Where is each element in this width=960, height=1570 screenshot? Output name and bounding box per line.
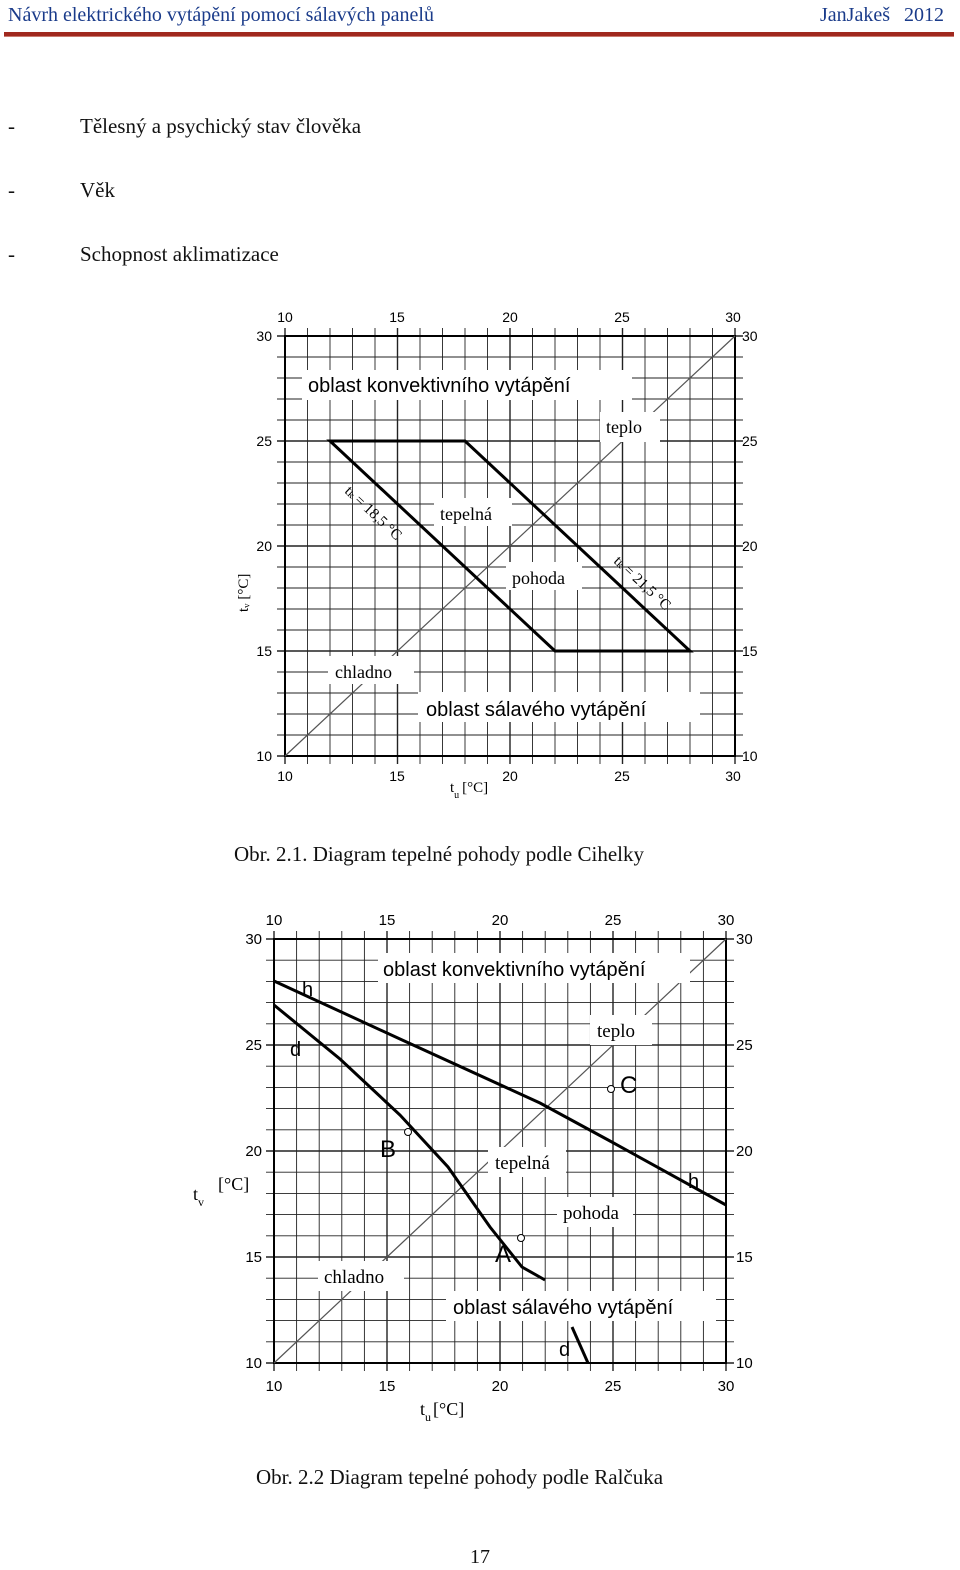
list-item	[8, 242, 279, 267]
tick-label: 15	[736, 1249, 753, 1266]
x-axis-label: $t_u$ [°C]	[420, 1399, 465, 1424]
tick-label: 30	[725, 768, 741, 784]
header-rule	[4, 32, 954, 37]
y-axis-label: $t_v[^\circ C]$	[193, 1174, 250, 1209]
tick-label: 20	[502, 309, 518, 325]
bottom-ticks	[266, 1378, 735, 1395]
header-title: Návrh elektrického vytápění pomocí sálavých panelů	[8, 3, 434, 26]
tick-label: 15	[245, 1249, 262, 1266]
figure-ralcuk-diagram	[190, 905, 770, 1435]
label-salave: oblast sálavého vytápění	[453, 1297, 674, 1319]
tick-label: 10	[277, 768, 293, 784]
label-b: B	[380, 1136, 397, 1163]
point-a	[518, 1235, 525, 1242]
figure-cihelka-diagram	[220, 300, 780, 810]
tick-label: 10	[256, 748, 272, 764]
tick-label: 10	[742, 748, 758, 764]
tick-label: 30	[245, 931, 262, 948]
right-ticks	[742, 328, 758, 764]
label-tepelna: tepelná	[495, 1153, 550, 1174]
header-year: 2012	[904, 3, 944, 26]
top-ticks	[266, 912, 735, 929]
tick-label: 15	[378, 1378, 396, 1395]
label-c: C	[620, 1072, 638, 1099]
header-meta	[820, 4, 944, 27]
tick-label: 20	[502, 768, 518, 784]
left-ticks	[245, 931, 262, 1372]
list-item	[8, 114, 361, 139]
list-dash: -	[8, 242, 15, 266]
tick-label: 30	[717, 1378, 735, 1395]
tick-label: 30	[742, 328, 758, 344]
bottom-ticks	[277, 768, 741, 784]
page-number: 17	[470, 1546, 490, 1568]
tick-label: 25	[256, 433, 272, 449]
label-h-top: h	[302, 979, 314, 1001]
y-axis-label: tᵥ [°C]	[236, 573, 252, 612]
tick-label: 25	[742, 433, 758, 449]
point-b	[405, 1129, 412, 1136]
list-text: Schopnost aklimatizace	[80, 242, 279, 266]
curve-d-lower	[572, 1327, 588, 1363]
tick-label: 20	[245, 1143, 262, 1160]
tick-label: 20	[742, 538, 758, 554]
label-tk-21-5: tₖ = 21,5 °C	[610, 553, 674, 614]
top-ticks	[277, 309, 741, 325]
label-teplo: teplo	[597, 1021, 635, 1042]
tick-label: 30	[725, 309, 741, 325]
left-ticks	[256, 328, 272, 764]
label-pohoda: pohoda	[563, 1203, 619, 1224]
tick-label: 20	[491, 912, 509, 929]
tick-label: 10	[265, 912, 283, 929]
label-teplo: teplo	[606, 417, 642, 437]
tick-label: 15	[742, 643, 758, 659]
list-dash: -	[8, 178, 15, 202]
tick-label: 30	[717, 912, 735, 929]
label-chladno: chladno	[335, 662, 392, 682]
figure-caption-2: Obr. 2.2 Diagram tepelné pohody podle Ralčuka	[256, 1465, 664, 1489]
tick-label: 25	[736, 1037, 753, 1054]
label-konvektivni: oblast konvektivního vytápění	[308, 375, 571, 397]
tick-label: 25	[614, 768, 630, 784]
right-ticks	[736, 931, 753, 1372]
tick-label: 15	[389, 768, 405, 784]
label-tepelna: tepelná	[440, 504, 492, 524]
tick-label: 20	[256, 538, 272, 554]
label-d-top: d	[290, 1039, 302, 1061]
tick-label: 25	[604, 912, 622, 929]
tick-label: 15	[256, 643, 272, 659]
label-tk-18-5: tₖ = 18,5 °C	[341, 483, 405, 544]
x-axis-label: $t_u$ [°C]	[450, 780, 489, 801]
page-header	[8, 0, 944, 30]
label-salave: oblast sálavého vytápění	[426, 699, 647, 721]
tick-label: 30	[736, 931, 753, 948]
tick-label: 25	[604, 1378, 622, 1395]
tick-label: 10	[277, 309, 293, 325]
tick-label: 25	[245, 1037, 262, 1054]
tick-label: 10	[736, 1355, 753, 1372]
tick-label: 15	[389, 309, 405, 325]
tick-label: 30	[256, 328, 272, 344]
tick-label: 20	[736, 1143, 753, 1160]
list-text: Tělesný a psychický stav člověka	[80, 114, 362, 138]
list-text: Věk	[80, 178, 115, 202]
tick-label: 10	[245, 1355, 262, 1372]
label-chladno: chladno	[324, 1267, 385, 1288]
point-c	[608, 1086, 615, 1093]
tick-label: 15	[378, 912, 396, 929]
label-h-right: h	[688, 1171, 700, 1193]
label-konvektivni: oblast konvektivního vytápění	[383, 959, 646, 981]
label-pohoda: pohoda	[512, 568, 565, 588]
list-dash: -	[8, 114, 15, 138]
tick-label: 10	[265, 1378, 283, 1395]
tick-label: 25	[614, 309, 630, 325]
header-author: JanJakeš	[820, 3, 890, 26]
list-item	[8, 178, 115, 203]
figure-caption-1: Obr. 2.1. Diagram tepelné pohody podle Cihelky	[234, 842, 645, 866]
tick-label: 20	[491, 1378, 509, 1395]
label-a: A	[495, 1241, 512, 1268]
label-d-bottom: d	[559, 1339, 571, 1361]
